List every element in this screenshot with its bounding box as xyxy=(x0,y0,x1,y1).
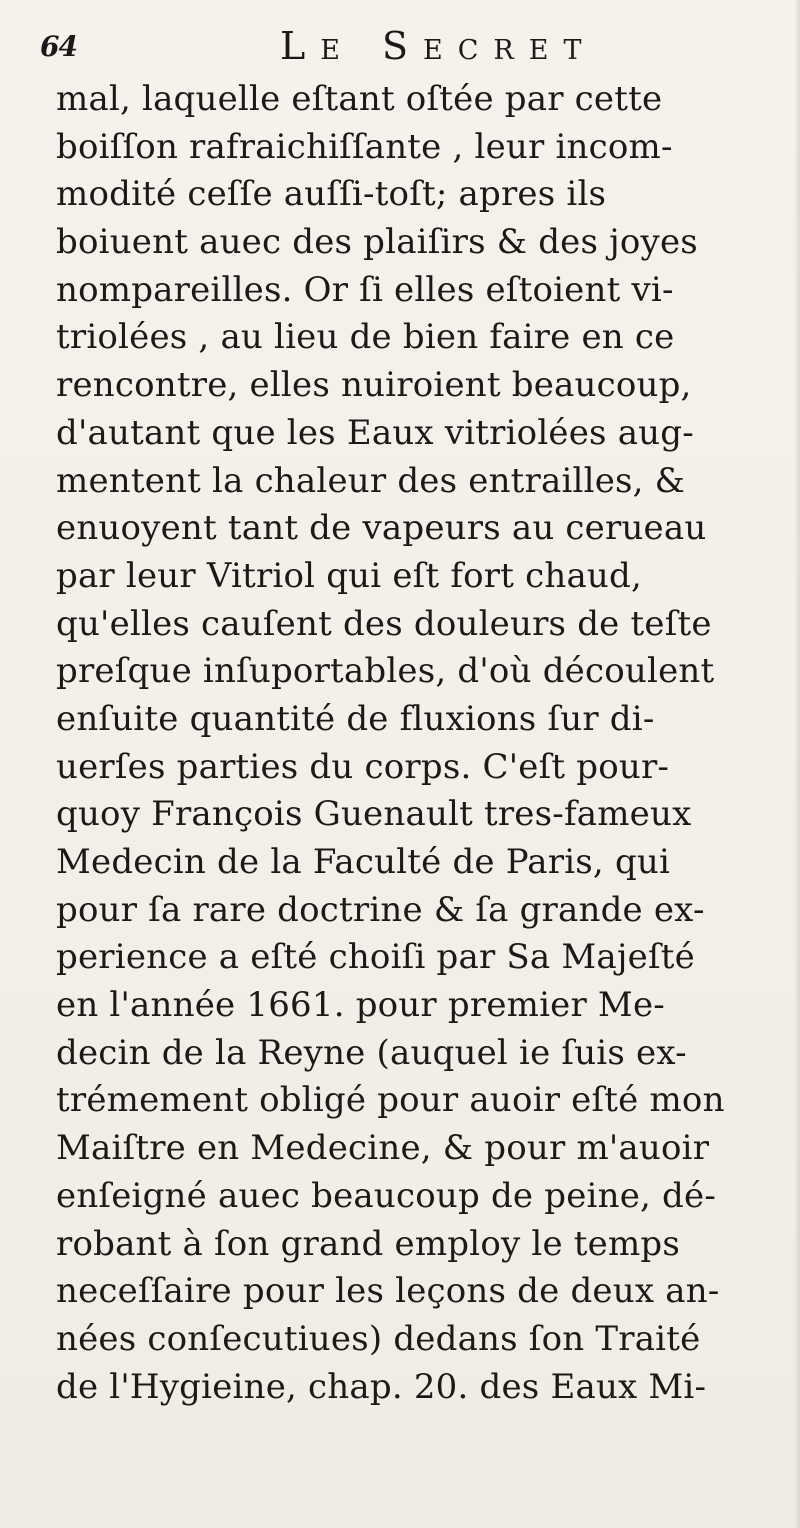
page-header xyxy=(40,24,780,76)
text-line: enuoyent tant de vapeurs au cerueau xyxy=(56,508,707,549)
text-line: qu'elles cauſent des douleurs de teſte xyxy=(56,603,712,644)
page-number: 64 xyxy=(40,30,77,63)
text-line: en l'année 1661. pour premier Me- xyxy=(56,985,665,1026)
body-text xyxy=(56,76,780,1411)
text-line: nées conſecutiues) dedans ſon Traité xyxy=(56,1318,701,1359)
text-line: enſeigné auec beaucoup de peine, dé- xyxy=(56,1175,717,1216)
text-line: mentent la chaleur des entrailles, & xyxy=(56,460,686,501)
text-line: quoy François Guenault tres-fameux xyxy=(56,794,692,835)
page-edge-shadow xyxy=(794,0,800,1528)
text-line: neceſſaire pour les leçons de deux an- xyxy=(56,1271,720,1312)
text-line: triolées , au lieu de bien faire en ce xyxy=(56,317,675,358)
text-line: boiſſon rafraichiſſante , leur incom- xyxy=(56,126,673,167)
text-line: nompareilles. Or ſi elles eſtoient vi- xyxy=(56,269,674,310)
text-line: modité ceſſe auſſi-toſt; apres ils xyxy=(56,174,607,215)
text-line: rencontre, elles nuiroient beaucoup, xyxy=(56,365,692,406)
text-line: Maiſtre en Medecine, & pour m'auoir xyxy=(56,1128,710,1169)
text-line: de l'Hygieine, chap. 20. des Eaux Mi- xyxy=(56,1366,707,1407)
text-line: pour ſa rare doctrine & ſa grande ex- xyxy=(56,889,705,930)
text-line: par leur Vitriol qui eſt fort chaud, xyxy=(56,555,642,596)
running-title: Le Secret xyxy=(280,24,597,68)
text-line: Medecin de la Faculté de Paris, qui xyxy=(56,842,671,882)
text-line: uerſes parties du corps. C'eſt pour- xyxy=(56,746,670,787)
text-line: enſuite quantité de fluxions ſur di- xyxy=(56,698,655,739)
text-line: perience a eſté choiſi par Sa Majeſté xyxy=(56,937,695,978)
text-line: trémement obligé pour auoir eſté mon xyxy=(56,1080,725,1121)
text-line: mal, laquelle eſtant oſtée par cette xyxy=(56,79,663,119)
text-line: boiuent auec des plaiſirs & des joyes xyxy=(56,222,698,263)
text-line: d'autant que les Eaux vitriolées aug- xyxy=(56,412,694,453)
text-line: preſque inſuportables, d'où découlent xyxy=(56,651,715,692)
text-line: robant à ſon grand employ le temps xyxy=(56,1223,681,1264)
text-line: decin de la Reyne (auquel ie ſuis ex- xyxy=(56,1032,687,1073)
